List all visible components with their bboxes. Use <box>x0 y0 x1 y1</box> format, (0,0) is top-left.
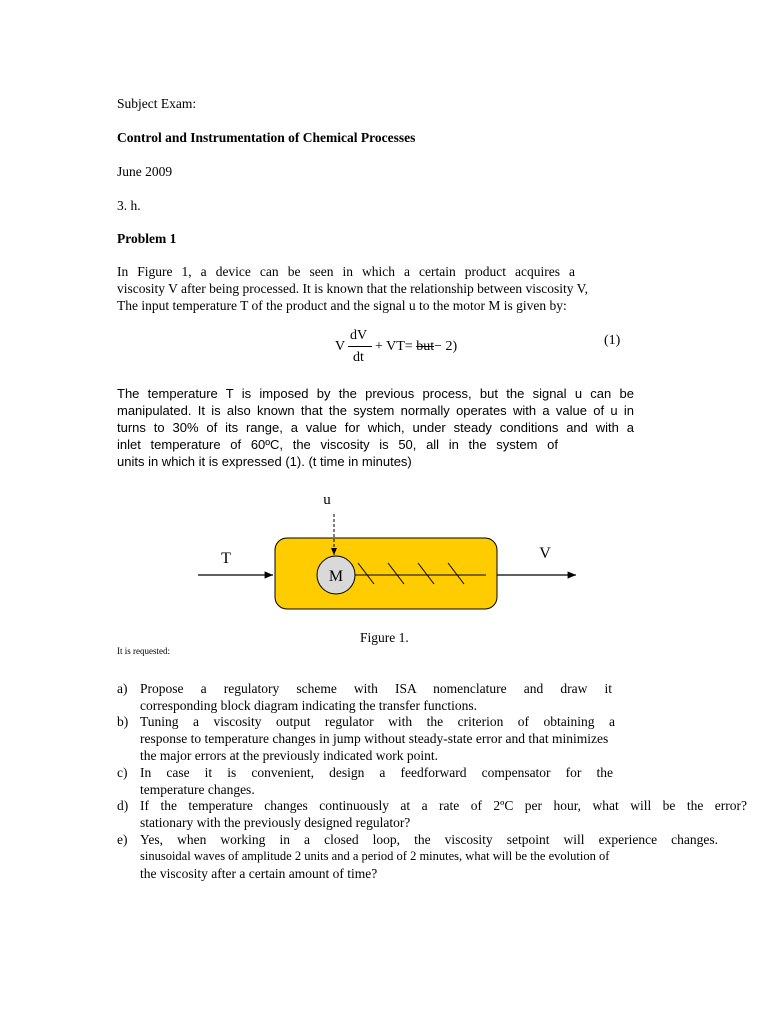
exam-subject-label: Subject Exam: <box>117 96 197 111</box>
item-label: c) <box>117 765 128 780</box>
problem-context <box>117 385 634 436</box>
context-line: units in which it is expressed (1). (t time in minutes) <box>117 454 412 469</box>
signal-u-label: u <box>323 492 331 508</box>
intro-line: The input temperature T of the product and the signal u to the motor M is given by: <box>117 298 567 313</box>
requested-heading: It is requested: <box>117 646 170 656</box>
item-line: the major errors at the previously indicated work point. <box>140 748 439 763</box>
problem-intro <box>117 263 575 280</box>
equation-rhs <box>375 339 457 355</box>
equation-rhs-struck: but <box>416 339 435 354</box>
equation-numerator: dV <box>350 328 368 343</box>
requested-item-a <box>117 680 747 714</box>
item-line: the viscosity after a certain amount of time? <box>140 866 378 881</box>
equation-lead: V <box>335 339 346 354</box>
context-line: turns to 30% of its range, a value for which, under steady conditions and with a <box>117 420 634 435</box>
equation-rhs-suffix: − 2) <box>434 339 458 354</box>
intro-line: viscosity V after being processed. It is known that the relationship between viscosity V, <box>117 281 589 296</box>
item-line: Tuning a viscosity output regulator with the criterion of obtaining a <box>140 714 615 729</box>
item-line: temperature changes. <box>140 782 255 797</box>
item-line: response to temperature changes in jump without steady-state error and that minimizes <box>140 731 609 746</box>
context-line: manipulated. It is also known that the system normally operates with a value of u in <box>117 403 634 418</box>
context-line: inlet temperature of 60ºC, the viscosity is 50, all in the system of <box>117 437 558 452</box>
fraction-bar <box>348 346 372 347</box>
problem-title: Problem 1 <box>117 231 177 246</box>
motor-label: M <box>328 568 344 585</box>
intro-line: In Figure 1, a device can be seen in which a certain product acquires a <box>117 264 575 279</box>
item-line: Yes, when working in a closed loop, the viscosity setpoint will experience changes. <box>140 832 718 847</box>
requested-item-d <box>117 797 747 831</box>
requested-item-e <box>117 831 747 882</box>
item-line: Propose a regulatory scheme with ISA nomenclature and draw it <box>140 681 612 696</box>
item-line: stationary with the previously designed regulator? <box>140 815 411 830</box>
item-line: If the temperature changes continuously at a rate of 2ºC per hour, what will be the error? <box>140 798 747 813</box>
viscosity-label: V <box>539 545 551 562</box>
item-label: e) <box>117 832 128 847</box>
item-line: In case it is convenient, design a feedforward compensator for the <box>140 765 613 780</box>
temperature-label: T <box>221 550 231 567</box>
exam-duration: 3. h. <box>117 198 141 213</box>
equation-rhs-prefix: + VT= <box>375 339 417 354</box>
item-label: b) <box>117 714 129 729</box>
equation-denominator: dt <box>353 350 364 365</box>
figure-caption: Figure 1. <box>360 630 409 645</box>
item-line: corresponding block diagram indicating the transfer functions. <box>140 698 478 713</box>
exam-date: June 2009 <box>117 164 173 179</box>
figure-1-diagram <box>0 480 768 630</box>
equation-number: (1) <box>604 333 621 348</box>
process-device-box <box>275 538 497 609</box>
problem-context-cont <box>117 436 558 453</box>
requested-item-b <box>117 713 747 764</box>
course-title: Control and Instrumentation of Chemical Processes <box>117 130 416 145</box>
item-label: d) <box>117 798 129 813</box>
requested-item-c <box>117 764 747 798</box>
item-line: sinusoidal waves of amplitude 2 units and a period of 2 minutes, what will be the evolution of <box>140 849 610 863</box>
context-line: The temperature T is imposed by the previous process, but the signal u can be <box>117 386 634 401</box>
item-label: a) <box>117 681 128 696</box>
